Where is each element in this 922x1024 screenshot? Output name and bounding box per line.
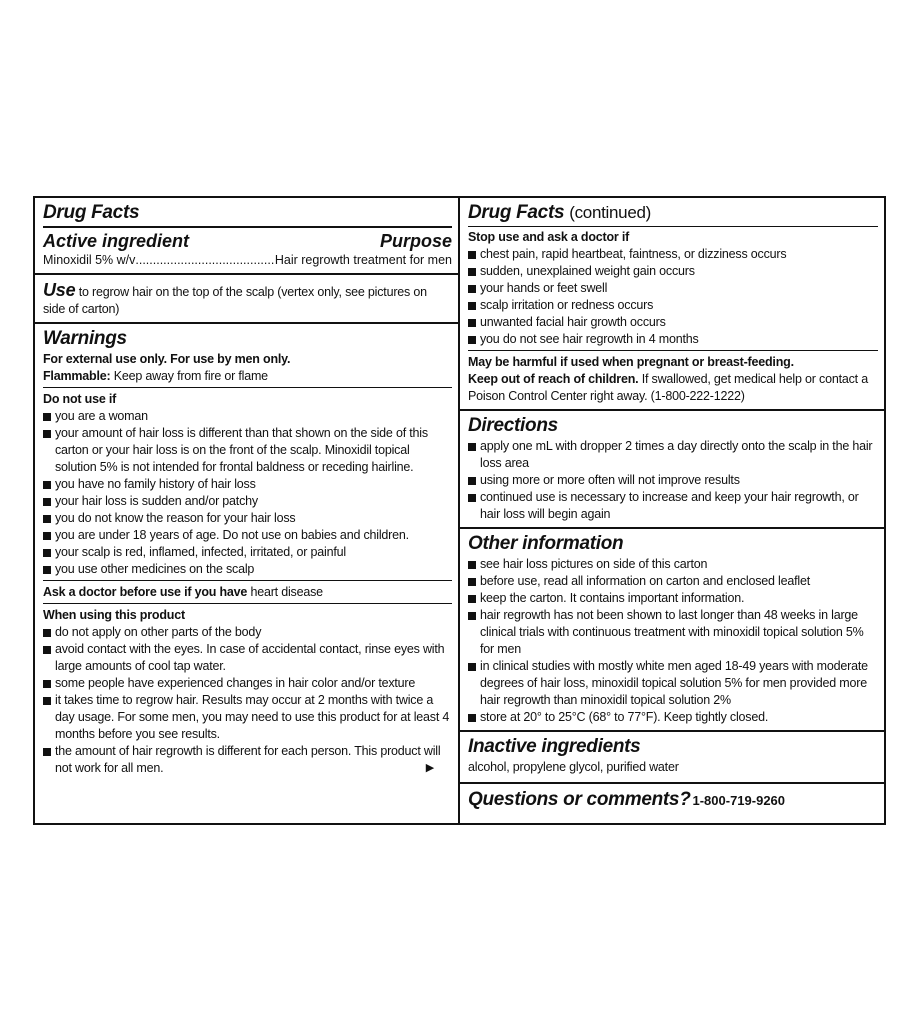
list-item (43, 743, 452, 777)
active-ingredient-heading: Active ingredient (43, 231, 190, 251)
list-item: continued use is necessary to increase and keep your hair regrowth, or hair loss will begin again (468, 489, 878, 523)
ask-doctor-heading: Ask a doctor before use if you have (43, 585, 248, 599)
do-not-use-heading: Do not use if (43, 392, 117, 406)
list-item: chest pain, rapid heartbeat, faintness, or dizziness occurs (468, 246, 878, 263)
list-item: some people have experienced changes in hair color and/or texture (43, 675, 452, 692)
list-item: do not apply on other parts of the body (43, 624, 452, 641)
stop-use-section (460, 198, 884, 411)
keep-out-heading: Keep out of reach of children. (468, 372, 639, 386)
list-item: using more or more often will not improve results (468, 472, 878, 489)
flammable-text: Keep away from fire or flame (113, 369, 268, 383)
divider (43, 387, 452, 388)
directions-list (468, 438, 878, 523)
list-item: apply one mL with dropper 2 times a day directly onto the scalp in the hair loss area (468, 438, 878, 472)
list-item: unwanted facial hair growth occurs (468, 314, 878, 331)
use-section (35, 275, 458, 324)
divider (468, 350, 878, 351)
directions-section (460, 411, 884, 529)
list-item-text: the amount of hair regrowth is different for each person. This product will not work for all men. (55, 744, 441, 775)
warnings-section (35, 324, 458, 823)
ask-doctor-text: heart disease (250, 585, 323, 599)
list-item: your scalp is red, inflamed, infected, irritated, or painful (43, 544, 452, 561)
inactive-ingredients-heading: Inactive ingredients (468, 736, 641, 757)
keep-out-text: If swallowed, get medical help or contact a Poison Control Center right away. (1-800-222-1222) (468, 372, 868, 403)
other-information-section (460, 529, 884, 732)
continue-arrow-icon: ▶ (425, 762, 434, 774)
list-item: it takes time to regrow hair. Results may occur at 2 months with twice a day usage. For some men, you may need to use this product for at least 4 months before you see results. (43, 692, 452, 743)
list-item: you do not know the reason for your hair loss (43, 510, 452, 527)
when-using-heading: When using this product (43, 608, 185, 622)
stop-use-heading: Stop use and ask a doctor if (468, 230, 630, 244)
divider (43, 603, 452, 604)
right-column (460, 198, 884, 823)
list-item: before use, read all information on carton and enclosed leaflet (468, 573, 878, 590)
flammable-label: Flammable: (43, 369, 111, 383)
drug-facts-title-right: Drug Facts (468, 202, 565, 223)
ask-doctor-block (43, 584, 452, 601)
use-text-block (43, 279, 452, 318)
keep-out-block (468, 371, 878, 405)
inactive-ingredients-text: alcohol, propylene glycol, purified water (468, 760, 679, 774)
drug-facts-title: Drug Facts (43, 202, 140, 223)
pregnant-warning: May be harmful if used when pregnant or breast-feeding. (468, 355, 794, 369)
active-ingredient-row (43, 252, 452, 269)
list-item: you are a woman (43, 408, 452, 425)
purpose-value: Hair regrowth treatment for men (274, 253, 452, 267)
list-item: your hair loss is sudden and/or patchy (43, 493, 452, 510)
questions-row (468, 788, 878, 812)
purpose-heading: Purpose (379, 231, 452, 251)
other-information-heading: Other information (468, 533, 624, 554)
flammable-warning (43, 368, 452, 385)
inactive-ingredients-section (460, 732, 884, 784)
list-item: see hair loss pictures on side of this carton (468, 556, 878, 573)
leader-dots (135, 252, 274, 269)
warnings-heading: Warnings (43, 328, 127, 349)
list-item: you have no family history of hair loss (43, 476, 452, 493)
when-using-list (43, 624, 452, 777)
active-ingredient-section (35, 198, 458, 275)
left-column (35, 198, 460, 823)
stop-use-list (468, 246, 878, 348)
list-item: you are under 18 years of age. Do not use on babies and children. (43, 527, 452, 544)
list-item: sudden, unexplained weight gain occurs (468, 263, 878, 280)
list-item: hair regrowth has not been shown to last longer than 48 weeks in large clinical trials with continuous treatment with minoxidil topical solution 5% for men (468, 607, 878, 658)
questions-phone: 1-800-719-9260 (692, 793, 786, 808)
directions-heading: Directions (468, 415, 558, 436)
use-heading: Use (43, 280, 76, 300)
do-not-use-list (43, 408, 452, 578)
active-ingredient-value: Minoxidil 5% w/v (43, 253, 136, 267)
list-item: you use other medicines on the scalp (43, 561, 452, 578)
divider (43, 226, 452, 228)
questions-section (460, 784, 884, 823)
drug-facts-label (33, 196, 886, 825)
drug-facts-continued-title (468, 201, 878, 225)
list-item: keep the carton. It contains important information. (468, 590, 878, 607)
use-text: to regrow hair on the top of the scalp (vertex only, see pictures on side of carton) (43, 285, 427, 316)
list-item: in clinical studies with mostly white men aged 18-49 years with moderate degrees of hair loss, minoxidil topical solution 5% for men provided more hair regrowth than minoxidil topical solution 2% (468, 658, 878, 709)
list-item: you do not see hair regrowth in 4 months (468, 331, 878, 348)
list-item: avoid contact with the eyes. In case of accidental contact, rinse eyes with large amounts of cool tap water. (43, 641, 452, 675)
other-information-list (468, 556, 878, 726)
list-item: your hands or feet swell (468, 280, 878, 297)
list-item: store at 20° to 25°C (68° to 77°F). Keep tightly closed. (468, 709, 878, 726)
list-item: your amount of hair loss is different than that shown on the side of this carton or your hair loss is on the front of the scalp. Minoxidil topical solution 5% is not intended for frontal baldness or receding hairline. (43, 425, 452, 476)
active-ingredient-header-row (43, 230, 452, 252)
external-use-warning: For external use only. For use by men only. (43, 352, 291, 366)
list-item: scalp irritation or redness occurs (468, 297, 878, 314)
questions-heading: Questions or comments? (468, 789, 691, 810)
divider (43, 580, 452, 581)
continued-label: (continued) (569, 203, 651, 222)
divider (468, 226, 878, 227)
